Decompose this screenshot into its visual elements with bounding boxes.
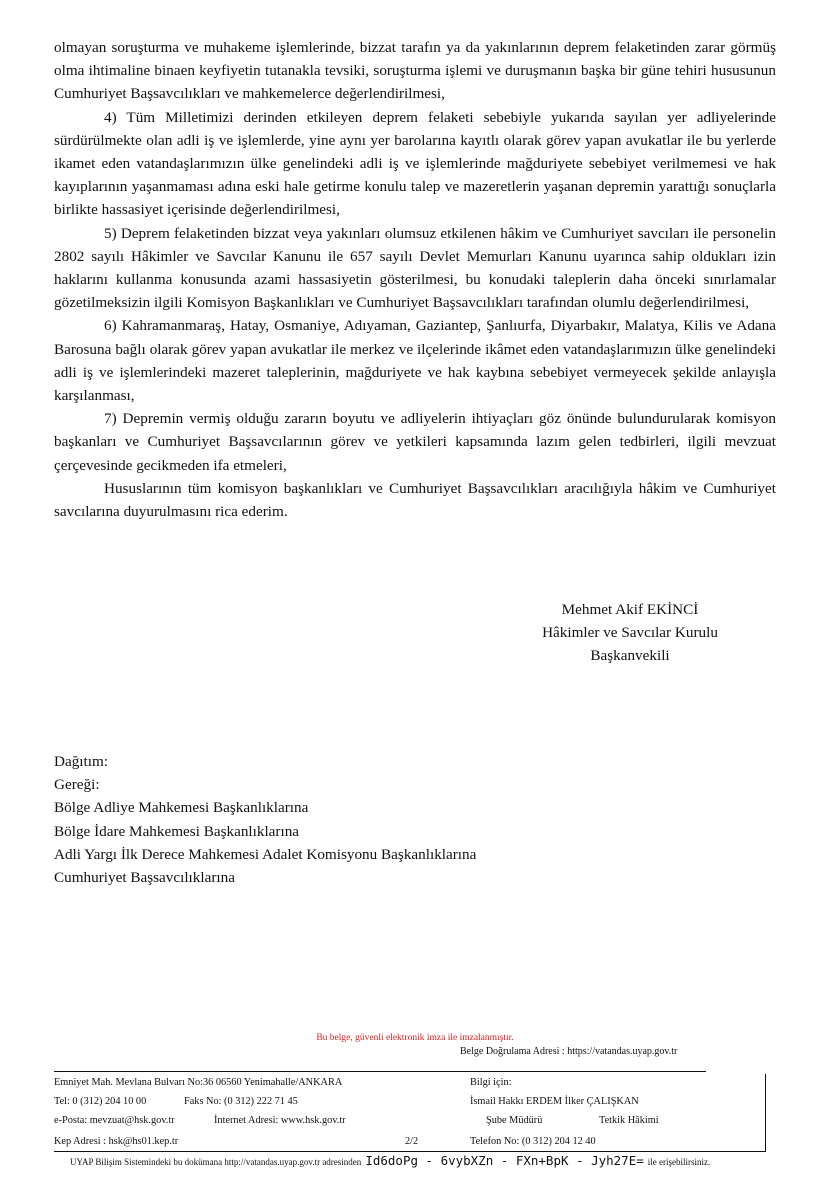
footer-fax: Faks No: (0 312) 222 71 45 <box>184 1096 298 1107</box>
footer-website: İnternet Adresi: www.hsk.gov.tr <box>214 1115 346 1126</box>
recipient-item: Bölge İdare Mahkemesi Başkanlıklarına <box>54 822 300 840</box>
recipient-item: Cumhuriyet Başsavcılıklarına <box>54 869 235 887</box>
paragraph-closing: Hususlarının tüm komisyon başkanlıkları ve Cumhuriyet Başsavcılıkları aracılığıyla hâkim ve Cumhuriyet savcılarına duyurulmasını rica ederim. <box>54 479 776 521</box>
e-signature-note: Bu belge, güvenli elektronik imza ile imzalanmıştır. <box>316 1033 514 1043</box>
uyap-suffix: ile erişebilirsiniz. <box>647 1157 711 1167</box>
paragraph-item-7: 7) Depremin vermiş olduğu zararın boyutu ve adliyelerin ihtiyaçları göz önünde bulundurularak komisyon başkanları ve Cumhuriyet Başsavcılarının görev ve yetkileri kapsamında lazım gelen tedbirleri, ilgili mevzuat çerçevesinde gecikmeden ifa etmeleri, <box>54 410 776 474</box>
document-body <box>54 36 776 523</box>
recipient-item: Adli Yargı İlk Derece Mahkemesi Adalet Komisyonu Başkanlıklarına <box>54 845 477 863</box>
footer-info-label: Bilgi için: <box>470 1077 512 1088</box>
paragraph-continuation: olmayan soruşturma ve muhakeme işlemlerinde, bizzat tarafın ya da yakınlarının deprem felaketinden zarar görmüş olma ihtimaline binaen keyfiyetin tutanakla tevsiki, soruşturma işlemi ve duruşmanın başka bir güne tehiri hususunun Cumhuriyet Başsavcılıkları ve mahkemelerce değerlendirilmesi, <box>54 39 776 103</box>
footer-top-rule <box>54 1071 706 1072</box>
signatory-institution: Hâkimler ve Savcılar Kurulu <box>542 624 718 641</box>
paragraph-item-6: 6) Kahramanmaraş, Hatay, Osmaniye, Adıyaman, Gaziantep, Şanlıurfa, Diyarbakır, Malatya, Kilis ve Adana Barosuna bağlı olarak görev yapan avukatlar ile merkez ve ilçelerinde ikâmet eden vatandaşlarımızın ülke genelindeki adli iş ve işlemlerindeki mazeret taleplerinin, mağduriyete ve hak kaybına sebebiyet vermeyecek şekilde anlayışla karşılanması, <box>54 317 776 405</box>
uyap-access-line <box>70 1153 710 1168</box>
paragraph-item-5: 5) Deprem felaketinden bizzat veya yakınları olumsuz etkilenen hâkim ve Cumhuriyet savcıları ile personelin 2802 sayılı Hâkimler ve Savcılar Kanunu ile 657 sayılı Devlet Memurları Kanunu uyarınca sahip oldukları izin haklarını kullanma konusunda azami hassasiyetin gösterilmesi, bu konudaki taleplerin daha önceki sınırlamalar gözetilmeksizin ilgili Komisyon Başkanlıkları ve Cumhuriyet Başsavcılıkları tarafından olumlu değerlendirilmesi, <box>54 224 776 312</box>
signatory-title: Başkanvekili <box>590 647 670 664</box>
page-number: 2/2 <box>405 1136 419 1147</box>
footer-right-rule <box>765 1074 766 1152</box>
footer-contact-role-1: Şube Müdürü <box>486 1115 543 1126</box>
footer-address: Emniyet Mah. Mevlana Bulvarı No:36 06560 Yenimahalle/ANKARA <box>54 1077 343 1088</box>
signatory-name: Mehmet Akif EKİNCİ <box>561 601 699 618</box>
uyap-document-code: Id6doPg - 6vybXZn - FXn+BpK - Jyh27E= <box>365 1153 644 1168</box>
footer-phone: Tel: 0 (312) 204 10 00 <box>54 1096 147 1107</box>
footer-contact-role-2: Tetkik Hâkimi <box>599 1115 659 1126</box>
recipient-item: Bölge Adliye Mahkemesi Başkanlıklarına <box>54 799 309 817</box>
footer-email: e-Posta: mevzuat@hsk.gov.tr <box>54 1115 175 1126</box>
distribution-list <box>54 750 654 889</box>
footer-kep: Kep Adresi : hsk@hs01.kep.tr <box>54 1136 179 1147</box>
uyap-prefix: UYAP Bilişim Sistemindeki bu dokümana http://vatandas.uyap.gov.tr adresinden <box>70 1157 362 1167</box>
paragraph-item-4: 4) Tüm Milletimizi derinden etkileyen deprem felaketi sebebiyle yukarıda sayılan yer adliyelerinde sürdürülmekte olan adli iş ve işlemlerde, yine aynı yer barolarına kayıtlı olarak görev yapan avukatlar ile bu yerlerde ikamet eden vatandaşlarımızın ülke genelindeki adli iş ve işlemlerinde mağduriyete sebebiyet verilmemesi ve hak kayıplarının yaşanmaması adına eski hale getirme konulu talep ve mazeretlerin yaşanan depremin yarattığı sonuçlarla birlikte hassasiyet içerisinde değerlendirilmesi, <box>54 108 776 219</box>
footer-bottom-rule <box>54 1151 765 1152</box>
footer-contact-names: İsmail Hakkı ERDEM İlker ÇALIŞKAN <box>470 1096 639 1107</box>
signature-block <box>510 598 750 667</box>
distribution-heading: Dağıtım: <box>54 753 108 770</box>
footer-contact-phone: Telefon No: (0 312) 204 12 40 <box>470 1136 596 1147</box>
distribution-subheading: Gereği: <box>54 776 100 794</box>
verification-address: Belge Doğrulama Adresi : https://vatandas.uyap.gov.tr <box>460 1046 678 1057</box>
